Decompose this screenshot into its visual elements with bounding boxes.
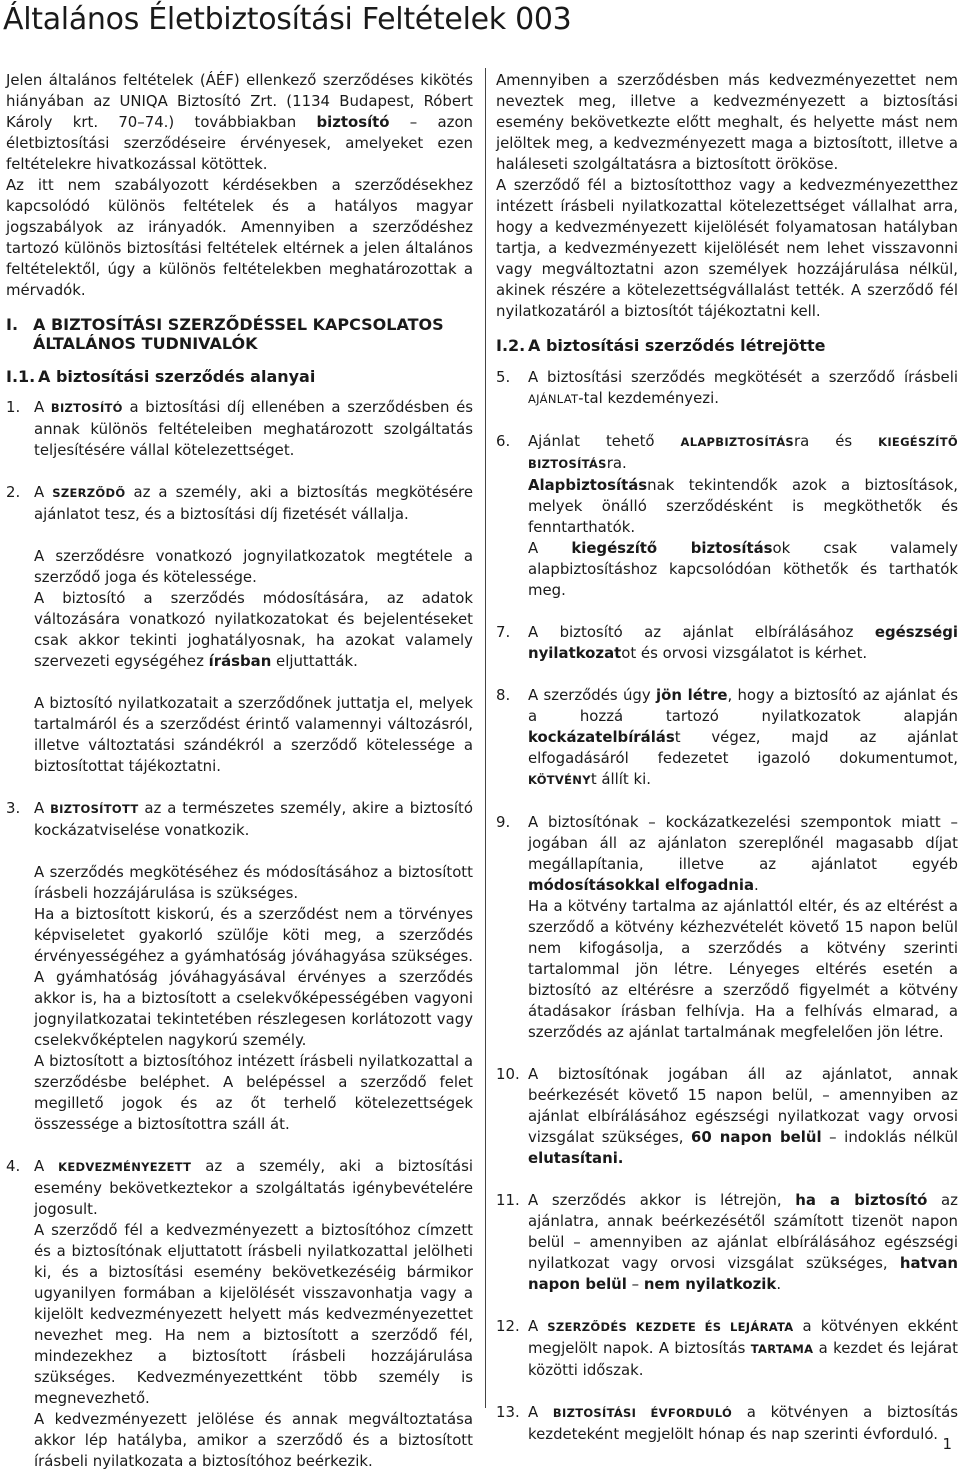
subsection-number: I.1. [6, 367, 36, 386]
item-number: 3. [6, 799, 21, 817]
text: A [34, 398, 51, 416]
text: az a természetes személy, akire a biztosító kockázatviselése vonatkozik. [34, 799, 474, 839]
intro-paragraph [6, 70, 473, 175]
text: A [528, 1403, 553, 1421]
list-item-10 [496, 1064, 958, 1169]
page-number: 1 [942, 1435, 952, 1453]
item-text [34, 1156, 473, 1220]
term: SZERZŐDÉS KEZDETE ÉS LEJÁRATA [547, 1320, 794, 1334]
term: BIZTOSÍTÁSI ÉVFORDULÓ [552, 1406, 733, 1420]
text: Ajánlat tehető [528, 432, 681, 450]
text: – azon életbiztosítási szerződéseire érvényesek, amelyeket ezen feltételekre hivatkozással kötöttek. [6, 113, 473, 173]
item-paragraph [34, 588, 473, 672]
subsection-title: A biztosítási szerződés alanyai [38, 367, 316, 386]
item-number: 5. [496, 368, 511, 386]
item-text [34, 798, 473, 841]
text: A biztosítónak – kockázatkezelési szempontok miatt – jogában áll az ajánlaton szereplőnél magasabb díjat megállapítania, illetve az ajánlatot egyéb [528, 813, 958, 873]
item-text [528, 1064, 958, 1169]
item-paragraph: Ha a biztosított kiskorú, és a szerződést nem a törvényes képviseletet gyakorló szülője köti meg, a szerződés érvényességéhez a gyámhatóság jóváhagyása szükséges. A gyámhatóság jóváhagyásával érvényes a szerződés akkor is, ha a biztosított a cselekvőképességében vagyoni jognyilatkozatai tekintetében részlegesen korlátozott vagy cselekvőképtelen nagykorú személy. [34, 905, 473, 1049]
text: A [528, 539, 572, 557]
list-item-9 [496, 812, 958, 1043]
item-text [34, 482, 473, 525]
bold-text: jön létre [655, 686, 728, 704]
list-item-13 [496, 1402, 958, 1445]
text: a kezdet és lejárat közötti időszak. [528, 1339, 958, 1379]
bold-text: ha a biztosító [795, 1191, 928, 1209]
bold-text: 60 napon belül [691, 1128, 822, 1146]
item-number: 12. [496, 1317, 520, 1335]
list-item-2 [6, 482, 473, 777]
list-item-12 [496, 1316, 958, 1381]
text: a kötvényen ekként megjelölt napok. A biztosítás [528, 1317, 958, 1357]
item-text [528, 431, 958, 475]
item-text [528, 812, 958, 896]
term: BIZTOSÍTÓ [50, 401, 123, 415]
term: BIZTOSÍTOTT [50, 802, 139, 816]
subsection-heading [496, 336, 958, 355]
item-number: 1. [6, 398, 21, 416]
term: KIEGÉSZÍTŐ BIZTOSÍTÁS [528, 435, 958, 471]
term: ALAPBIZTOSÍTÁS [680, 435, 794, 449]
item-paragraph: A szerződés megkötéséhez és módosításához a biztosított írásbeli hozzájárulása is szükséges. [34, 863, 473, 902]
section-number: I. [6, 315, 19, 334]
text: nak tekintendők azok a biztosítások, melyek önálló szerződésként is megköthetők és fenntarthatók. [528, 476, 958, 536]
text: az a személy, aki a biztosítási esemény bekövetkeztekor a szolgáltatás igénybevételére jogosult. [34, 1157, 474, 1218]
bold-text: kiegészítő biztosítás [571, 539, 773, 557]
bold-text: írásban [208, 652, 272, 670]
list-item-3 [6, 798, 473, 1135]
section-title: A BIZTOSÍTÁSI SZERZŐDÉSSEL KAPCSOLATOS ÁLTALÁNOS TUDNIVALÓK [33, 315, 444, 353]
term: SZERZŐDŐ [52, 486, 126, 500]
list-item-1 [6, 397, 473, 461]
bold-text: egészségi nyilatkozat [528, 623, 958, 662]
text: -tal kezdeményezi. [578, 389, 719, 407]
list-item-7 [496, 622, 958, 664]
item-number: 7. [496, 623, 511, 641]
text: eljuttatták. [271, 652, 358, 670]
term: AJÁNLAT [528, 392, 579, 406]
item-text [528, 1402, 958, 1445]
item-paragraph: Ha a kötvény tartalma az ajánlattól eltér, és az eltérést a szerződő a kötvény kézhezvételét követő 15 napon belül nem kifogásolja, a szerződés a kötvény szerinti tartalommal jön létre. Lényeges eltérés esetén a biztosító az eltérésre a szerződő figyelmét a kötvény átadásakor írásban felhívja. Ha a felhívás elmarad, a szerződés az ajánlat tartalmának megfelelően jön létre. [528, 897, 958, 1041]
list-item-4 [6, 1156, 473, 1472]
paragraph: A szerződő fél a biztosítotthoz vagy a kedvezményezetthez intézett írásbeli nyilatkozattal kötelezettséget vállalhat arra, hogy a kedvezményezett kijelölését folyamatosan hatályban tartja, a kedvezményezett kijelölését nem lehet visszavonni vagy megváltoztatni azon személyek hozzájárulása nélkül, akinek részére a kötelezettségvállalást tették. A szerződő fél nyilatkozatáról a biztosítót tájékoztatni kell. [496, 176, 958, 320]
intro-paragraph-2: Az itt nem szabályozott kérdésekben a szerződésekhez kapcsolódó különös feltételek és a hatályos magyar jogszabályok az irányadók. Amennyiben a szerződéshez tartozó különös biztosítási feltételek eltérnek a jelen általános feltételektől, úgy a különös feltételekben meghatározottak a mérvadók. [6, 176, 473, 299]
bold-text: módosításokkal elfogadnia [528, 876, 755, 894]
text: A biztosító az ajánlat elbírálásához [528, 623, 875, 641]
text: A biztosítónak jogában áll az ajánlatot, annak beérkezését követő 15 napon belül, – amennyiben az ajánlat elbírálásához egészségi nyilatkozat vagy orvosi vizsgálat szükséges, [528, 1065, 958, 1146]
item-text [528, 367, 958, 410]
item-number: 4. [6, 1157, 21, 1175]
item-number: 13. [496, 1403, 520, 1421]
term: KEDVEZMÉNYEZETT [58, 1160, 192, 1174]
item-text [34, 397, 473, 461]
text: A szerződés úgy [528, 686, 656, 704]
item-paragraph: A kedvezményezett jelölése és annak megváltoztatása akkor lép hatályba, amikor a szerződő és a biztosított írásbeli nyilatkozata a biztosítóhoz beérkezik. [34, 1410, 473, 1470]
bold-text: Alapbiztosítás [528, 476, 648, 494]
bold-text: hatvan napon belül [528, 1254, 958, 1293]
bold-text: nem nyilatkozik [643, 1275, 777, 1293]
column-divider [485, 68, 486, 1408]
text: A biztosítási szerződés megkötését a szerződő írásbeli [528, 368, 958, 386]
right-column [496, 70, 958, 1445]
bold-text: kockázatelbírálás [528, 728, 675, 746]
text: ra és [793, 432, 879, 450]
item-paragraph [528, 475, 958, 538]
item-text [528, 1190, 958, 1295]
text: ok csak valamely alapbiztosításhoz kapcsolódóan köthetők és tarthatók meg. [528, 539, 958, 599]
text: ot és orvosi vizsgálatot is kérhet. [621, 644, 868, 662]
item-number: 11. [496, 1191, 520, 1209]
item-text [528, 685, 958, 791]
text: A szerződés akkor is létrejön, [528, 1191, 796, 1209]
page-title: Általános Életbiztosítási Feltételek 003 [3, 2, 572, 37]
text: . [776, 1275, 782, 1293]
text: – [626, 1275, 644, 1293]
text: a biztosítási díj ellenében a szerződésben és annak különös feltételeiben meghatározott szolgáltatás teljesítésére vállal kötelezettséget. [34, 398, 473, 459]
list-item-6 [496, 431, 958, 601]
text: A biztosító a szerződés módosítására, az adatok változására vonatkozó nyilatkozatokat és bejelentéseket csak akkor tekinti joghatályosnak, ha azokat valamely szervezeti egységéhez [34, 589, 473, 670]
item-number: 8. [496, 686, 511, 704]
list-item-5 [496, 367, 958, 410]
text: , hogy a biztosító az ajánlat és a hozzá tartozó nyilatkozatok alapján [528, 686, 958, 725]
text: A [34, 799, 51, 817]
text: a kötvényen a biztosítás kezdeteként megjelölt hónap és nap szerinti évforduló. [528, 1403, 958, 1443]
item-number: 9. [496, 813, 511, 831]
subsection-number: I.2. [496, 336, 526, 355]
subsection-title: A biztosítási szerződés létrejötte [528, 336, 826, 355]
left-column [6, 70, 473, 1472]
list-item-11 [496, 1190, 958, 1295]
item-paragraph: A szerződő fél a kedvezményezett a biztosítóhoz címzett és a biztosítónak eljuttatott írásbeli nyilatkozattal jelölheti ki, és a biztosítási esemény bekövetkezéséig bármikor ugyanilyen formában a kijelölését visszavonhatja vagy a kijelölt kedvezményezett helyett más kedvezményezettet nevezhet meg. Ha nem a biztosított a szerződő fél, mindezekhez a biztosított írásbeli hozzájárulása szükséges. Kedvezményezettként több személy is megnevezhető. [34, 1221, 473, 1407]
item-paragraph: A biztosított a biztosítóhoz intézett írásbeli nyilatkozattal a szerződésbe beléphet. A belépéssel a szerződő felet megillető jogok és az őt terhelő kötelezettségek összessége a biztosítottra száll át. [34, 1052, 473, 1133]
bold-text: biztosító [316, 113, 390, 131]
text: Jelen általános feltételek (ÁÉF) ellenkező szerződéses kikötés hiányában az UNIQA Biztosító Zrt. (1134 Budapest, Róbert Károly krt. 70–74.) továbbiakban [6, 71, 473, 131]
item-paragraph: A biztosító nyilatkozatait a szerződőnek juttatja el, melyek tartalmáról és a szerződést érintő valamennyi változásról, illetve változtatási szándékról a szerződő kötelessége a biztosítottat tájékoztatni. [34, 694, 473, 775]
text: t állít ki. [590, 770, 652, 788]
bold-text: elutasítani. [528, 1149, 624, 1167]
item-text [528, 1316, 958, 1381]
text: az ajánlatra, annak beérkezésétől számított tizenöt napon belül – amennyiben az ajánlat elbírálásához egészségi nyilatkozat vagy orvosi vizsgálat szükséges, [528, 1191, 958, 1272]
subsection-heading [6, 367, 473, 386]
item-text [528, 622, 958, 664]
list-item-8 [496, 685, 958, 791]
term: KÖTVÉNY [528, 773, 591, 787]
text: A [528, 1317, 548, 1335]
item-number: 10. [496, 1065, 520, 1083]
item-paragraph: A szerződésre vonatkozó jognyilatkozatok megtétele a szerződő joga és kötelessége. [34, 547, 473, 586]
item-number: 2. [6, 483, 21, 501]
section-heading [6, 315, 473, 353]
item-paragraph [528, 538, 958, 601]
item-number: 6. [496, 432, 511, 450]
text: A [34, 1157, 59, 1175]
text: t végez, majd az ajánlat elfogadásáról fedezetet igazoló dokumentumot, [528, 728, 958, 767]
text: A [34, 483, 53, 501]
term: TARTAMA [750, 1342, 814, 1356]
text: az a személy, aki a biztosítás megkötésére ajánlatot tesz, és a biztosítási díj fizetését vállalja. [34, 483, 473, 523]
text: . [754, 876, 759, 894]
text: ra. [606, 454, 627, 472]
paragraph: Amennyiben a szerződésben más kedvezményezettet nem neveztek meg, illetve a kedvezményezett a biztosítási esemény bekövetkezte előtt meghalt, és helyette mást nem jelöltek meg, a kedvezményezett maga a biztosított, illetve a haláleseti szolgáltatásra a biztosított örököse. [496, 71, 958, 173]
text: – indoklás nélkül [821, 1128, 959, 1146]
